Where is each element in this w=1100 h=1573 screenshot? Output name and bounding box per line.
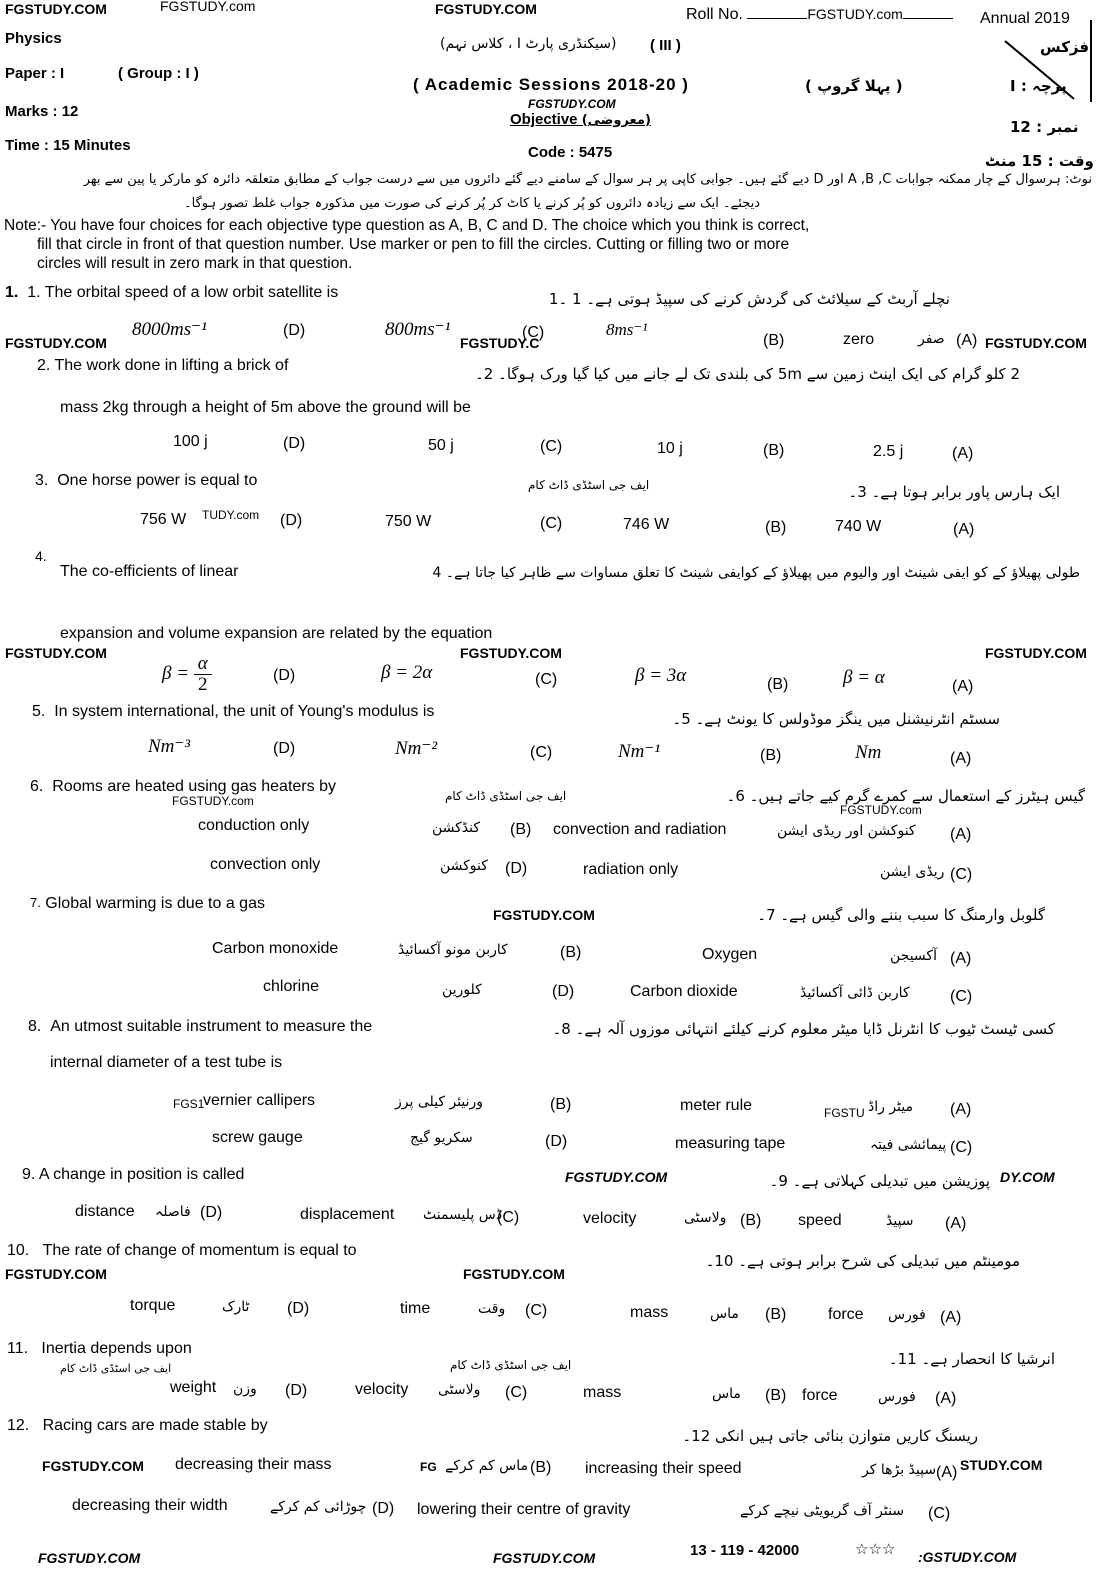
option-a: β = α	[843, 667, 885, 688]
option-d: chlorine	[263, 978, 320, 995]
label-b: (B)	[760, 747, 782, 764]
label-a: (A)	[935, 1390, 957, 1407]
option-a-urdu: فورس	[878, 1389, 916, 1405]
question-7: $^{7.}$ Global warming is due to a gas	[30, 895, 265, 912]
label-b: (B)	[763, 332, 785, 349]
time-label: Time : 15 Minutes	[5, 137, 131, 154]
question-text-cont: internal diameter of a test tube is	[50, 1054, 283, 1071]
option-c: displacement	[300, 1206, 395, 1223]
question-urdu: 2 کلو گرام کی ایک اینٹ زمین سے 5m کی بلندی تک لے جانے میں کیا گیا ورک ہوگا۔ 2۔	[474, 365, 1020, 383]
option-d: distance	[75, 1203, 135, 1220]
label-b: (B)	[765, 1306, 787, 1323]
option-c-urdu: ولاسٹی	[438, 1382, 481, 1398]
option-d-urdu: فاصلہ	[155, 1204, 191, 1220]
option-a-urdu: کنوکشن اور ریڈی ایشن	[777, 823, 916, 839]
paper-urdu: پرچہ : I	[1010, 77, 1067, 95]
label-c: (C)	[525, 1302, 548, 1319]
option-d: 100 j	[173, 433, 208, 450]
label-a: (A)	[950, 1101, 972, 1118]
option-b: mass	[583, 1384, 622, 1401]
question-5: 5. In system international, the unit of Young's modulus is	[32, 703, 435, 720]
question-text: Rooms are heated using gas heaters by	[52, 778, 336, 795]
label-b: (B)	[530, 1459, 552, 1476]
option-b: decreasing their mass	[175, 1456, 332, 1473]
option-a-urdu: آکسیجن	[890, 948, 937, 964]
label-a: (A)	[950, 826, 972, 843]
label-d: (D)	[552, 983, 575, 1000]
option-b-urdu: ولاسٹی	[684, 1210, 727, 1226]
note-urdu-line2: دیجئے۔ ایک سے زیادہ دائروں کو پُر کرنے یا کاٹ کر پُر کرنے کی صورت میں مذکورہ جواب غلط تصور ہوگا۔	[184, 196, 760, 211]
label-b: (B)	[560, 944, 582, 961]
option-c: lowering their centre of gravity	[417, 1501, 631, 1518]
question-12: 12. Racing cars are made stable by	[7, 1417, 268, 1434]
option-b: β = 3α	[635, 665, 687, 686]
question-text: In system international, the unit of Young's modulus is	[54, 703, 435, 720]
option-a-urdu: فورس	[888, 1307, 926, 1323]
class-urdu: (سیکنڈری پارٹ I ، کلاس نہم)	[440, 36, 617, 52]
label-d: (D)	[273, 740, 296, 757]
option-b-urdu: ماس	[710, 1306, 739, 1322]
option-d: β = $\frac{\alpha}{2}$	[162, 654, 212, 695]
option-c: Nm⁻²	[395, 738, 438, 759]
watermark: FGSTUDY.COM	[42, 1458, 144, 1474]
option-b: mass	[630, 1304, 669, 1321]
watermark: TUDY.com	[202, 508, 260, 522]
label-a: (A)	[950, 750, 972, 767]
question-text: 1. The orbital speed of a low orbit satellite is	[27, 284, 339, 301]
label-d: (D)	[287, 1300, 310, 1317]
option-a-urdu: صفر	[918, 331, 945, 347]
paper-label: Paper : I	[5, 65, 65, 82]
question-text: The work done in lifting a brick of	[54, 357, 289, 374]
option-d: 8000ms⁻¹	[132, 319, 207, 340]
question-text-cont: expansion and volume expansion are related by the equation	[60, 625, 493, 642]
objective-label: Objective	[510, 111, 578, 128]
label-a: (A)	[952, 678, 974, 695]
option-a: force	[802, 1387, 838, 1404]
option-c-urdu: سنٹر آف گریویٹی نیچے کرکے	[740, 1503, 905, 1519]
option-b: vernier callipers	[203, 1092, 316, 1109]
option-d: Nm⁻³	[148, 736, 191, 757]
option-d-urdu: سکریو گیج	[410, 1130, 473, 1146]
question-urdu: گلوبل وارمنگ کا سبب بننے والی گیس ہے۔ 7۔	[757, 906, 1045, 924]
option-a: Oxygen	[702, 946, 758, 963]
question-urdu: مومینٹم میں تبدیلی کی شرح برابر ہوتی ہے۔ 10۔	[705, 1252, 1020, 1270]
option-c-urdu: وقت	[478, 1301, 506, 1317]
option-b: 8ms⁻¹	[606, 320, 648, 339]
watermark: FGS1	[173, 1097, 205, 1111]
label-a: (A)	[945, 1215, 967, 1232]
option-c-urdu: کاربن ڈائی آکسائیڈ	[800, 985, 910, 1001]
question-urdu: پوزیشن میں تبدیلی کہلاتی ہے۔ 9۔	[769, 1172, 990, 1190]
objective-title	[510, 111, 651, 128]
option-c-urdu: ریڈی ایشن	[880, 864, 945, 880]
label-c: (C)	[950, 866, 973, 883]
watermark: FGSTUDY.COM	[528, 97, 616, 111]
question-2: 2. The work done in lifting a brick of	[37, 357, 289, 374]
note-english-line3: circles will result in zero mark in that question.	[37, 255, 353, 272]
option-a: 740 W	[835, 518, 882, 535]
option-a: meter rule	[680, 1097, 753, 1114]
label-a: (A)	[950, 950, 972, 967]
watermark-urdu: ایف جی اسٹڈی ڈاٹ کام	[445, 789, 567, 803]
question-11: 11. Inertia depends upon	[7, 1340, 192, 1357]
label-c: (C)	[535, 671, 558, 688]
question-text: Inertia depends upon	[41, 1340, 192, 1357]
watermark: FGSTUDY.com	[807, 6, 903, 22]
option-a: convection and radiation	[553, 821, 727, 838]
divider	[1090, 20, 1092, 102]
watermark-urdu: ایف جی اسٹڈی ڈاٹ کام	[528, 478, 650, 492]
label-a: (A)	[940, 1309, 962, 1326]
annual-label: Annual 2019	[980, 10, 1070, 27]
question-urdu: ایک ہارس پاور برابر ہوتا ہے۔ 3۔	[848, 483, 1060, 501]
label-b: (B)	[767, 676, 789, 693]
note-english-line1: Note:- You have four choices for each objective type question as A, B, C and D. The choice which you think is correct,	[4, 217, 810, 234]
option-b: 10 j	[657, 440, 683, 457]
label-d: (D)	[200, 1204, 223, 1221]
watermark: FGSTUDY.COM	[493, 1550, 596, 1566]
label-c: (C)	[540, 438, 563, 455]
label-d: (D)	[505, 860, 528, 877]
watermark: FGSTUDY.com	[172, 794, 254, 808]
option-b-urdu: ماس کم کرکے	[445, 1458, 528, 1474]
option-d: decreasing their width	[72, 1497, 228, 1514]
watermark: FGSTUDY.COM	[460, 645, 562, 661]
label-b: (B)	[763, 442, 785, 459]
option-a: force	[828, 1306, 864, 1323]
label-c: (C)	[950, 988, 973, 1005]
question-text: Global warming is due to a gas	[45, 895, 265, 912]
subject-title: Physics	[5, 30, 62, 47]
watermark: FGSTUDY.com	[160, 0, 256, 14]
watermark: :GSTUDY.COM	[918, 1549, 1017, 1565]
subject-urdu: فزکس	[1040, 38, 1090, 56]
option-b-urdu: ورنیئر کیلی پرز	[395, 1094, 484, 1110]
label-d: (D)	[280, 512, 303, 529]
question-text: One horse power is equal to	[57, 472, 258, 489]
watermark: FGSTUDY.COM	[493, 907, 595, 923]
label-a: (A)	[936, 1464, 958, 1481]
label-d: (D)	[545, 1133, 568, 1150]
option-c: 750 W	[385, 513, 432, 530]
watermark: STUDY.COM	[960, 1457, 1043, 1473]
option-c: β = 2α	[381, 662, 433, 683]
watermark: FGSTU	[824, 1106, 865, 1120]
option-a-urdu: سپیڈ	[886, 1213, 914, 1229]
paper-code: Code : 5475	[528, 144, 613, 161]
academic-sessions: ( Academic Sessions 2018-20 )	[413, 75, 689, 94]
option-d-urdu: کنوکشن	[440, 858, 488, 874]
option-c: radiation only	[583, 861, 679, 878]
stars-icon: ☆☆☆	[855, 1541, 896, 1558]
question-text: The co-efficients of linear	[60, 563, 239, 580]
option-b: Carbon monoxide	[212, 940, 339, 957]
objective-urdu: (معروضی)	[581, 113, 651, 128]
option-d-urdu: کلورین	[442, 982, 482, 998]
note-english-line2: fill that circle in front of that question number. Use marker or pen to fill the circles. Cutting or filling two or more	[37, 236, 790, 253]
question-4-number: 4.	[35, 548, 47, 564]
option-d: 756 W	[140, 511, 187, 528]
option-b: conduction only	[198, 817, 310, 834]
question-6: 6. Rooms are heated using gas heaters by	[30, 778, 336, 795]
label-c: (C)	[497, 1209, 520, 1226]
option-c: time	[400, 1300, 431, 1317]
watermark: FGSTUDY.COM	[463, 1266, 565, 1282]
label-c: (C)	[950, 1139, 973, 1156]
watermark: FG	[420, 1460, 437, 1474]
option-d-urdu: وزن	[233, 1381, 257, 1397]
time-urdu: وقت : 15 منٹ	[985, 152, 1094, 170]
watermark-urdu: ایف جی اسٹڈی ڈاٹ کام	[450, 1358, 572, 1372]
watermark: FGSTUDY.COM	[5, 645, 107, 661]
label-c: (C)	[522, 324, 545, 341]
watermark: FGSTUDY.com	[840, 803, 922, 817]
option-b: velocity	[583, 1210, 637, 1227]
question-text: An utmost suitable instrument to measure the	[50, 1018, 373, 1035]
label-a: (A)	[952, 445, 974, 462]
option-b: 746 W	[623, 516, 670, 533]
note-urdu-line1: نوٹ: ہرسوال کے چار ممکنہ جوابات A ,B ,C اور D دیے گئے ہیں۔ جوابی کاپی پر ہر سوال کے سامنے دیے گئے دائروں میں سے درست جواب کے مطابق متعلقہ دائرہ کو مارکر یا پین سے بھر	[83, 172, 1092, 187]
question-urdu: طولی پھیلاؤ کے کو ایفی شینٹ اور والیوم میں پھیلاؤ کے کوایفی شینٹ کا تعلق مساوات سے ظاہر کیا جاتا ہے۔ 4	[432, 565, 1080, 581]
option-a: Nm	[855, 742, 882, 763]
question-text: A change in position is called	[38, 1166, 245, 1183]
option-c: velocity	[355, 1381, 409, 1398]
question-3: 3. One horse power is equal to	[35, 472, 258, 489]
label-b: (B)	[765, 519, 787, 536]
label-d: (D)	[283, 322, 306, 339]
label-b: (B)	[550, 1096, 572, 1113]
watermark: FGSTUDY.COM	[985, 335, 1087, 351]
watermark-urdu: ایف جی اسٹڈی ڈاٹ کام	[60, 1362, 172, 1375]
option-d: torque	[130, 1297, 176, 1314]
label-d: (D)	[285, 1382, 308, 1399]
paper-serial-code: 13 - 119 - 42000	[690, 1542, 800, 1559]
watermark: FGSTUDY.COM	[5, 335, 107, 351]
option-b-urdu: ماس	[712, 1386, 741, 1402]
option-a-urdu: میٹر راڈ	[868, 1099, 914, 1115]
watermark: DY.COM	[1000, 1169, 1055, 1185]
label-b: (B)	[765, 1387, 787, 1404]
question-8: 8. An utmost suitable instrument to measure the	[28, 1018, 373, 1035]
option-b: Nm⁻¹	[618, 741, 661, 762]
option-a-urdu: سپیڈ بڑھا کر	[862, 1462, 937, 1478]
watermark: FGSTUDY.C	[460, 335, 540, 351]
watermark: FGSTUDY.COM	[985, 645, 1087, 661]
label-b: (B)	[740, 1212, 762, 1229]
option-c-urdu: ڈس پلیسمنٹ	[423, 1207, 503, 1223]
option-b-urdu: کاربن مونو آکسائیڈ	[398, 942, 508, 958]
label-c: (C)	[505, 1384, 528, 1401]
label-d: (D)	[283, 435, 306, 452]
option-a: increasing their speed	[585, 1460, 742, 1477]
watermark: FGSTUDY.COM	[38, 1550, 141, 1566]
question-urdu: کسی ٹیسٹ ٹیوب کا انٹرنل ڈایا میٹر معلوم کرنے کیلئے انتہائی موزوں آلہ ہے۔ 8۔	[552, 1020, 1055, 1038]
option-d: weight	[170, 1379, 217, 1396]
question-10: 10. The rate of change of momentum is equal to	[7, 1242, 357, 1259]
option-b-urdu: کنڈکشن	[432, 820, 481, 836]
option-d-urdu: ٹارک	[222, 1299, 250, 1315]
question-urdu: سسٹم انٹرنیشنل میں ینگز موڈولس کا یونٹ ہے۔ 5۔	[672, 710, 1000, 728]
option-d: convection only	[210, 856, 321, 873]
label-d: (D)	[372, 1500, 395, 1517]
marks-urdu: نمبر : 12	[1010, 118, 1079, 136]
option-c: measuring tape	[675, 1135, 786, 1152]
class-roman: ( III )	[650, 37, 681, 54]
question-urdu: ریسنگ کاریں متوازن بنائی جاتی ہیں انکی 12۔	[682, 1427, 978, 1445]
label-c: (C)	[928, 1505, 951, 1522]
watermark: FGSTUDY.COM	[5, 1266, 107, 1282]
question-1: 1. 1. The orbital speed of a low orbit satellite is	[5, 284, 339, 301]
option-a: 2.5 j	[873, 443, 904, 460]
option-c: 800ms⁻¹	[385, 319, 451, 340]
option-a: speed	[798, 1212, 842, 1229]
label-a: (A)	[956, 332, 978, 349]
option-d: screw gauge	[212, 1129, 303, 1146]
watermark: FGSTUDY.COM	[565, 1169, 668, 1185]
question-text: The rate of change of momentum is equal to	[42, 1242, 357, 1259]
label-d: (D)	[273, 667, 296, 684]
option-c-urdu: پیمائشی فیتہ	[870, 1137, 947, 1153]
watermark: FGSTUDY.COM	[435, 1, 537, 17]
roll-no-label: Roll No.	[686, 6, 743, 23]
group-label: ( Group : I )	[118, 65, 199, 82]
option-d-urdu: چوڑائی کم کرکے	[270, 1499, 367, 1515]
option-c: 50 j	[428, 437, 454, 454]
label-a: (A)	[953, 521, 975, 538]
question-urdu: انرشیا کا انحصار ہے۔ 11۔	[888, 1350, 1055, 1368]
label-c: (C)	[530, 744, 553, 761]
marks-label: Marks : 12	[5, 103, 79, 120]
watermark: FGSTUDY.COM	[5, 1, 107, 17]
label-c: (C)	[540, 515, 563, 532]
question-text-cont: mass 2kg through a height of 5m above the ground will be	[60, 399, 471, 416]
question-text: Racing cars are made stable by	[42, 1417, 268, 1434]
option-c: Carbon dioxide	[630, 983, 738, 1000]
group-urdu: ( پہلا گروپ )	[805, 77, 903, 95]
question-urdu: نچلے آربٹ کے سیلائٹ کی گردش کرنے کی سپیڈ ہوتی ہے۔ 1 ۔1	[548, 290, 950, 308]
label-b: (B)	[510, 821, 532, 838]
question-9: 9. A change in position is called	[22, 1166, 245, 1183]
question-urdu: گیس ہیٹرز کے استعمال سے کمرے گرم کیے جاتے ہیں۔ 6۔	[726, 787, 1085, 805]
roll-no-field[interactable]	[686, 6, 953, 24]
option-a: zero	[843, 331, 875, 348]
fraction: $\frac{\alpha}{2}$	[194, 654, 212, 695]
